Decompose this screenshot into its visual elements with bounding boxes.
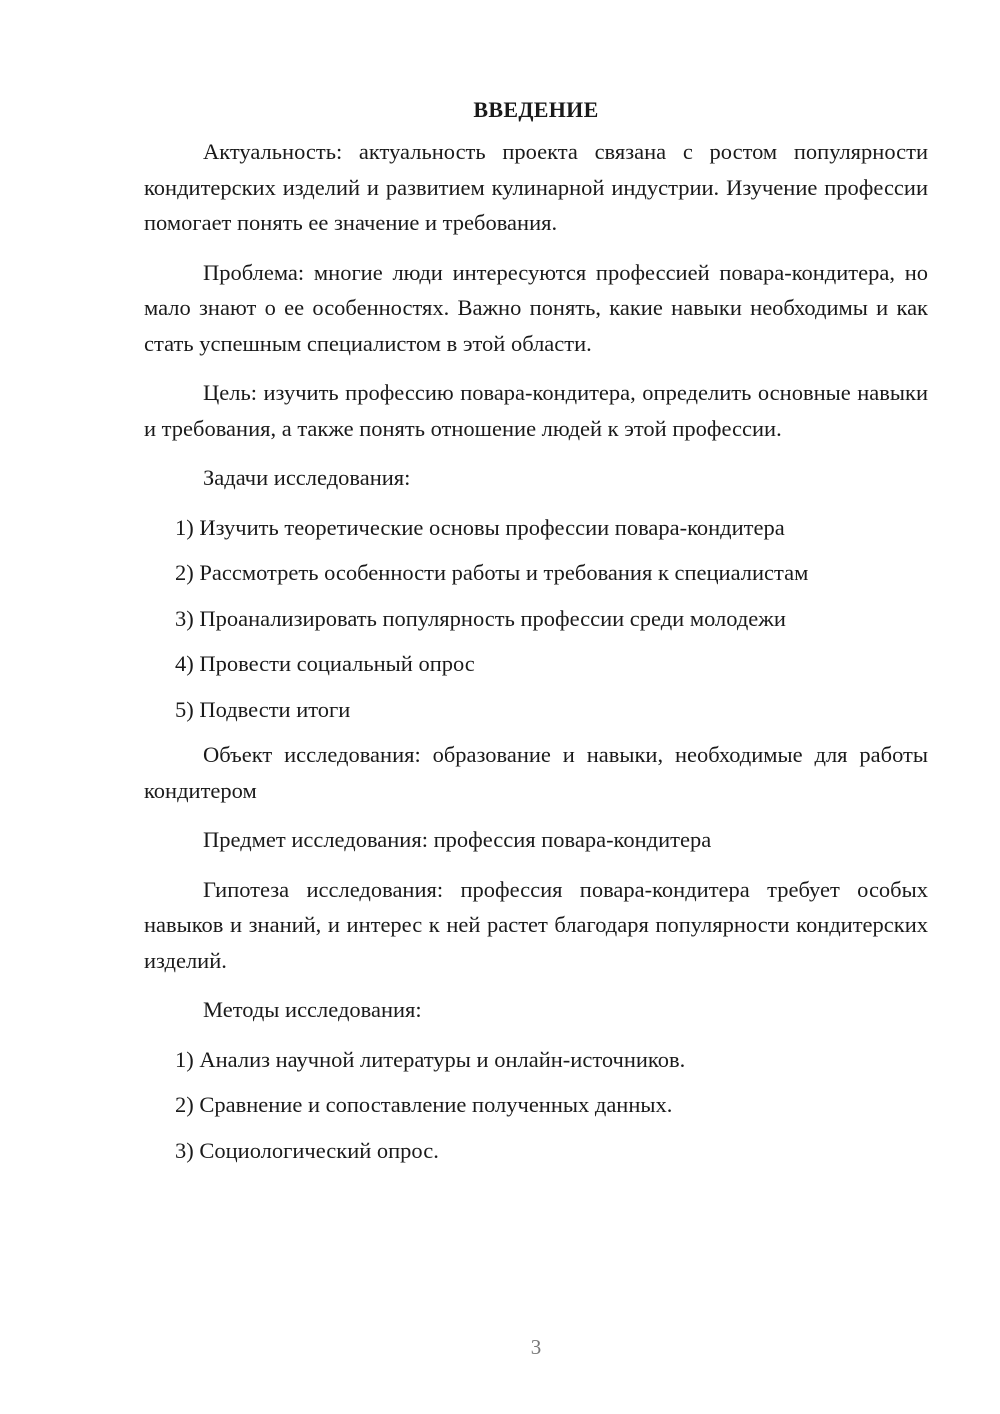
tasks-list [144, 510, 928, 727]
task-item: 4) Провести социальный опрос [175, 651, 475, 676]
hypothesis-paragraph: Гипотеза исследования: профессия повара-кондитера требует особых навыков и знаний, и интерес к ней растет благодаря популярности кондитерских изделий. [144, 876, 928, 973]
task-item: 5) Подвести итоги [175, 696, 351, 722]
subject-paragraph: Предмет исследования: профессия повара-кондитера [203, 827, 712, 852]
page-title: ВВЕДЕНИЕ [473, 97, 599, 122]
method-item: 2) Сравнение и сопоставление полученных данных. [175, 1092, 673, 1117]
method-item: 1) Анализ научной литературы и онлайн-источников. [175, 1046, 686, 1072]
task-item: 2) Рассмотреть особенности работы и требования к специалистам [175, 560, 809, 585]
task-item: 1) Изучить теоретические основы профессии повара-кондитера [175, 514, 785, 540]
object-paragraph: Объект исследования: образование и навыки, необходимые для работы кондитером [144, 742, 928, 803]
methods-heading: Методы исследования: [203, 997, 422, 1022]
page-content [144, 92, 928, 1178]
page-number: 3 [530, 1335, 542, 1359]
method-item: 3) Социологический опрос. [175, 1137, 439, 1163]
tasks-heading: Задачи исследования: [203, 465, 411, 490]
relevance-paragraph: Актуальность: актуальность проекта связана с ростом популярности кондитерских изделий и развитием кулинарной индустрии. Изучение профессии помогает понять ее значение и требования. [144, 139, 928, 235]
problem-paragraph: Проблема: многие люди интересуются профессией повара-кондитера, но мало знают о ее особенностях. Важно понять, какие навыки необходимы и как стать успешным специалистом в этой области. [144, 259, 928, 356]
goal-paragraph: Цель: изучить профессию повара-кондитера, определить основные навыки и требования, а также понять отношение людей к этой профессии. [144, 380, 928, 441]
methods-list [144, 1042, 928, 1168]
task-item: 3) Проанализировать популярность профессии среди молодежи [175, 605, 786, 631]
